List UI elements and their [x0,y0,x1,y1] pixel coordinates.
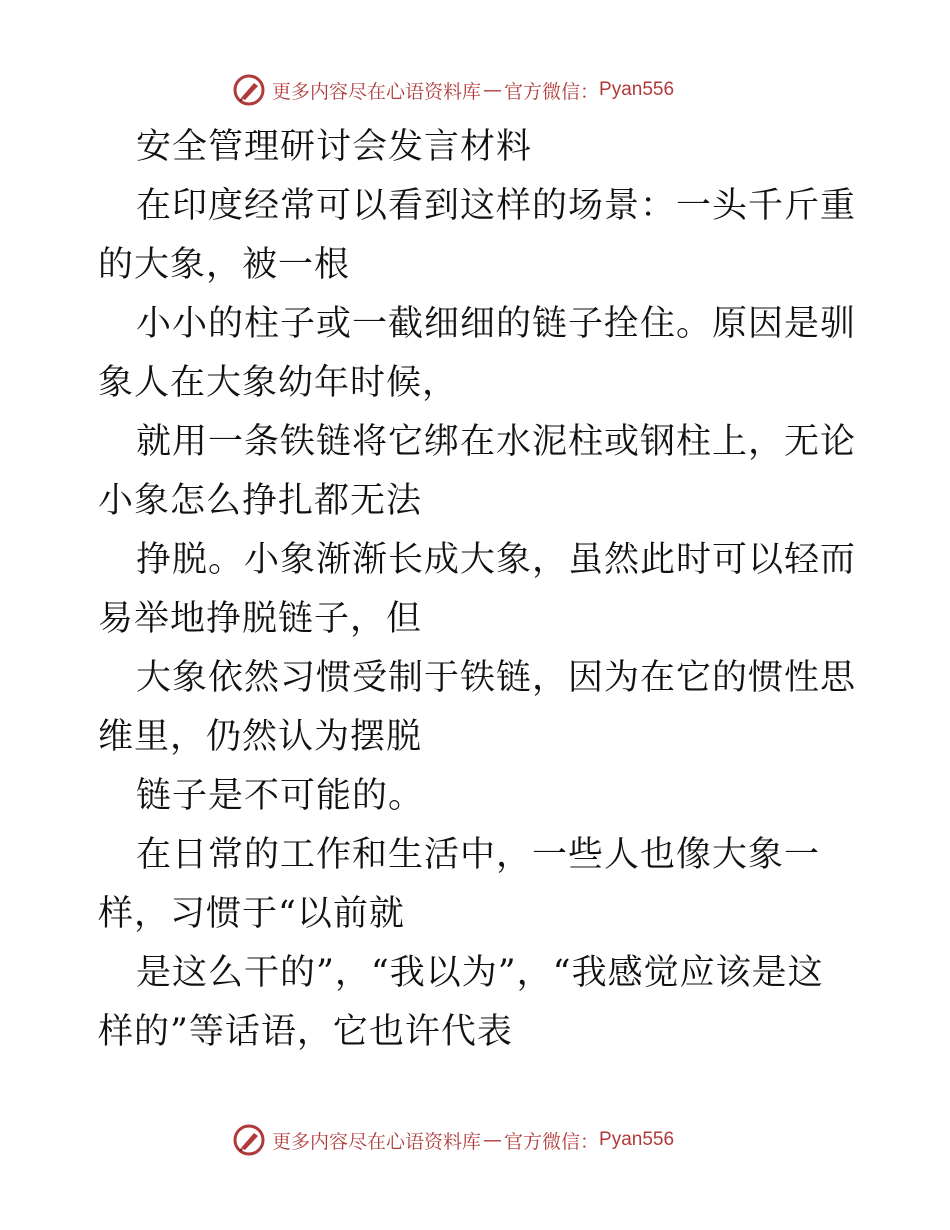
header-wechat-label: 官方微信： [504,80,600,103]
footer-wechat-label: 官方微信： [504,1130,600,1153]
footer-watermark [232,1122,674,1158]
paragraph: 大象依然习惯受制于铁链，因为在它的惯性思维里，仍然认为摆脱 [98,658,857,757]
footer-separator: — [483,1129,503,1151]
footer-text: 更多内容尽在心语资料库 [272,1130,482,1153]
footer-wechat-id: Pyan556 [599,1129,675,1150]
pen-logo-icon [232,73,266,107]
document-title: 安全管理研讨会发言材料 [136,127,533,167]
paragraph: 在日常的工作和生活中，一些人也像大象一样，习惯于“以前就 [98,835,821,934]
header-text: 更多内容尽在心语资料库 [272,80,482,103]
paragraph: 小小的柱子或一截细细的链子拴住。原因是驯象人在大象幼年时候， [98,304,857,403]
header-wechat-id: Pyan556 [599,79,675,100]
paragraph: 就用一条铁链将它绑在水泥柱或钢柱上，无论小象怎么挣扎都无法 [98,422,857,521]
paragraph: 挣脱。小象渐渐长成大象，虽然此时可以轻而易举地挣脱链子，但 [98,540,857,639]
header-separator: — [483,79,503,101]
pen-logo-icon [232,1123,266,1157]
paragraph: 是这么干的”，“我以为”，“我感觉应该是这样的”等话语，它也许代表 [98,953,824,1052]
header-watermark [232,72,674,108]
document-body [98,118,858,1062]
paragraph: 在印度经常可以看到这样的场景：一头千斤重的大象，被一根 [98,186,857,285]
paragraph: 链子是不可能的。 [136,776,425,816]
